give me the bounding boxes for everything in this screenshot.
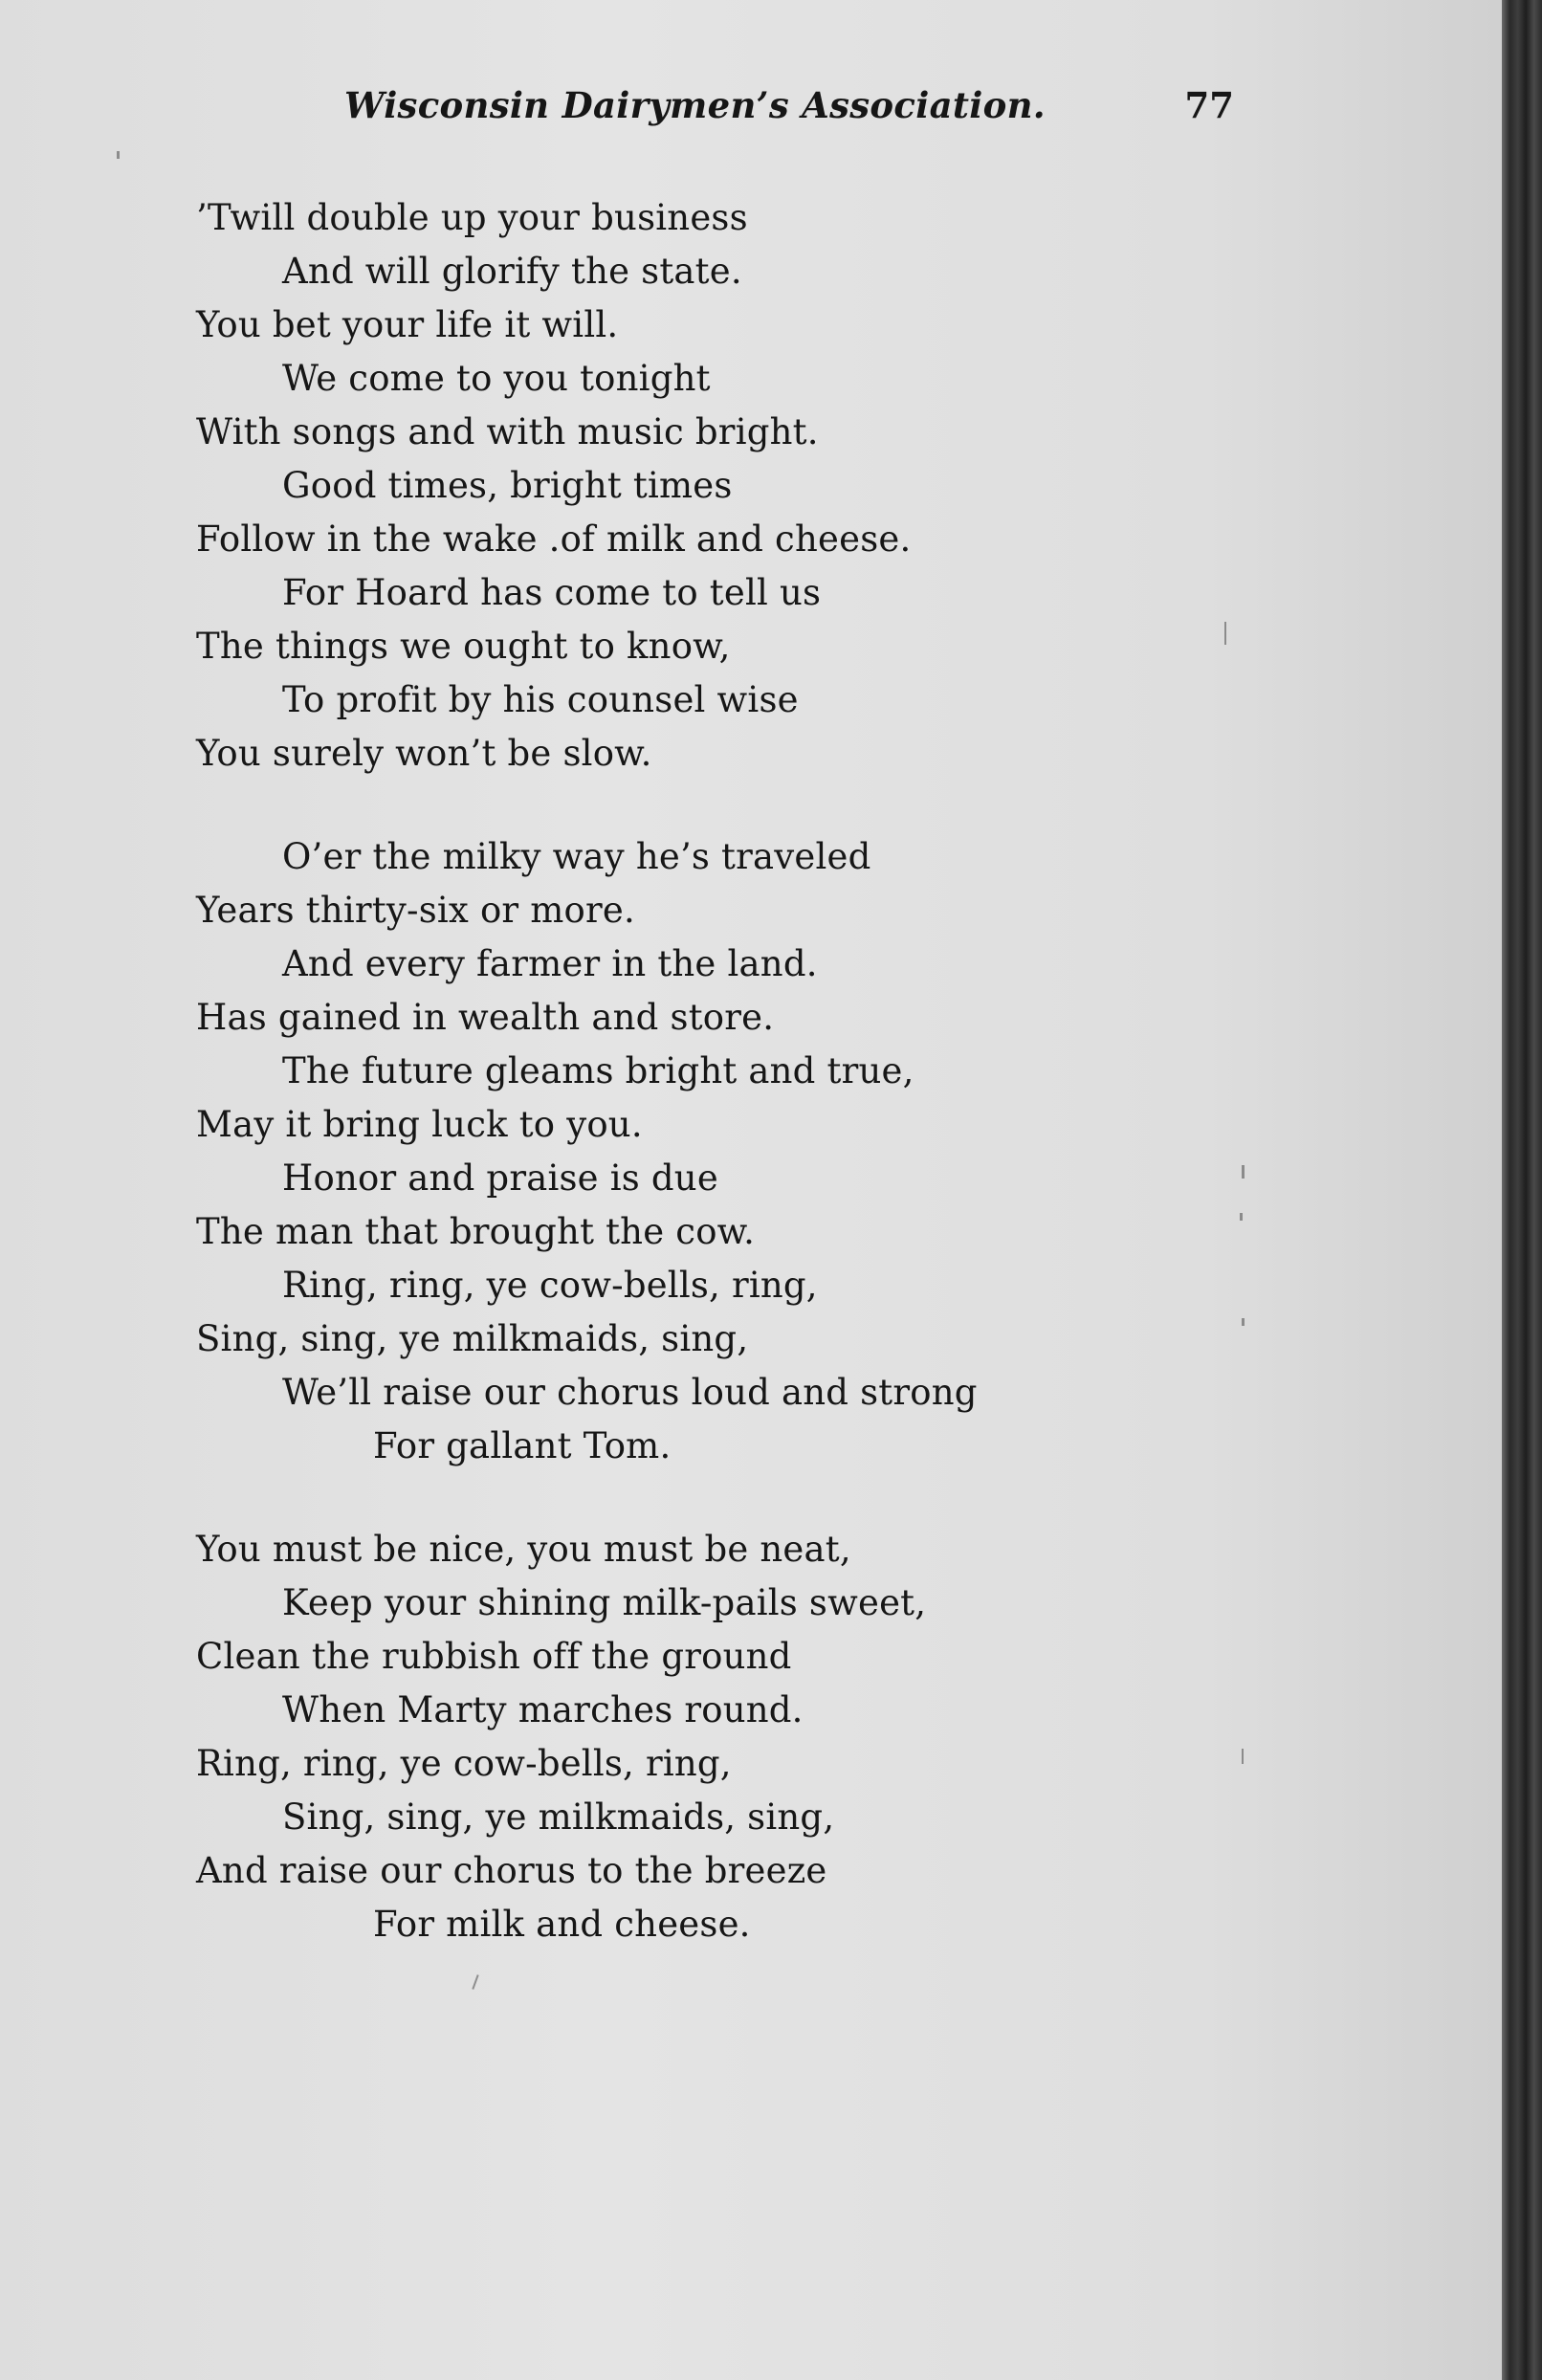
poem-line: Has gained in wealth and store. — [196, 997, 775, 1038]
book-binding-edge — [1502, 0, 1542, 2380]
poem-line: You surely won’t be slow. — [196, 733, 652, 774]
poem-line: Keep your shining milk-pails sweet, — [282, 1582, 927, 1623]
poem-line: O’er the milky way he’s traveled — [282, 836, 871, 877]
poem-line: With songs and with music bright. — [196, 411, 819, 452]
stanza — [0, 1523, 1492, 1951]
poem-line: Sing, sing, ye milkmaids, sing, — [196, 1318, 749, 1359]
poem-line: Ring, ring, ye cow-bells, ring, — [282, 1265, 818, 1306]
poem-line: And raise our chorus to the breeze — [196, 1850, 827, 1891]
poem-line: You bet your life it will. — [196, 304, 619, 345]
poem-line: May it bring luck to you. — [196, 1104, 643, 1145]
poem-line: When Marty marches round. — [282, 1689, 804, 1730]
poem-line: For gallant Tom. — [373, 1425, 672, 1466]
poem-line: And will glorify the state. — [282, 251, 742, 292]
stanza-separator — [0, 1473, 1492, 1523]
stanza — [0, 830, 1492, 1473]
poem-line: Sing, sing, ye milkmaids, sing, — [282, 1796, 835, 1838]
poem-line: For milk and cheese. — [373, 1904, 751, 1945]
print-speck — [1240, 1213, 1243, 1221]
poem-line: Good times, bright times — [282, 465, 733, 506]
poem-line: Clean the rubbish off the ground — [196, 1636, 792, 1677]
print-speck — [117, 151, 120, 159]
print-speck — [1242, 1165, 1245, 1179]
poem-line: And every farmer in the land. — [282, 943, 818, 984]
poem-line: Ring, ring, ye cow-bells, ring, — [196, 1743, 732, 1784]
poem-line: The future gleams bright and true, — [282, 1050, 914, 1091]
stanza — [0, 191, 1492, 781]
poem-line: The things we ought to know, — [196, 626, 731, 667]
running-head: Wisconsin Dairymen’s Association. — [344, 84, 1046, 126]
print-speck — [1242, 1318, 1245, 1326]
print-speck — [1224, 622, 1226, 645]
poem-line: The man that brought the cow. — [196, 1211, 756, 1252]
poem-line: For Hoard has come to tell us — [282, 572, 822, 613]
poem-line: Honor and praise is due — [282, 1157, 718, 1199]
poem-line: We’ll raise our chorus loud and strong — [282, 1372, 978, 1413]
poem-line: You must be nice, you must be neat, — [196, 1529, 851, 1570]
poem-line: We come to you tonight — [282, 358, 711, 399]
poem-line: ’Twill double up your business — [196, 197, 748, 238]
poem-line: Years thirty-six or more. — [196, 890, 635, 931]
poem — [0, 191, 1492, 1951]
stanza-separator — [0, 781, 1492, 830]
poem-line: To profit by his counsel wise — [282, 679, 799, 720]
print-speck — [1242, 1749, 1244, 1764]
page-header — [344, 84, 1234, 142]
page-number: 77 — [1184, 84, 1234, 126]
poem-line: Follow in the wake .of milk and cheese. — [196, 518, 912, 560]
